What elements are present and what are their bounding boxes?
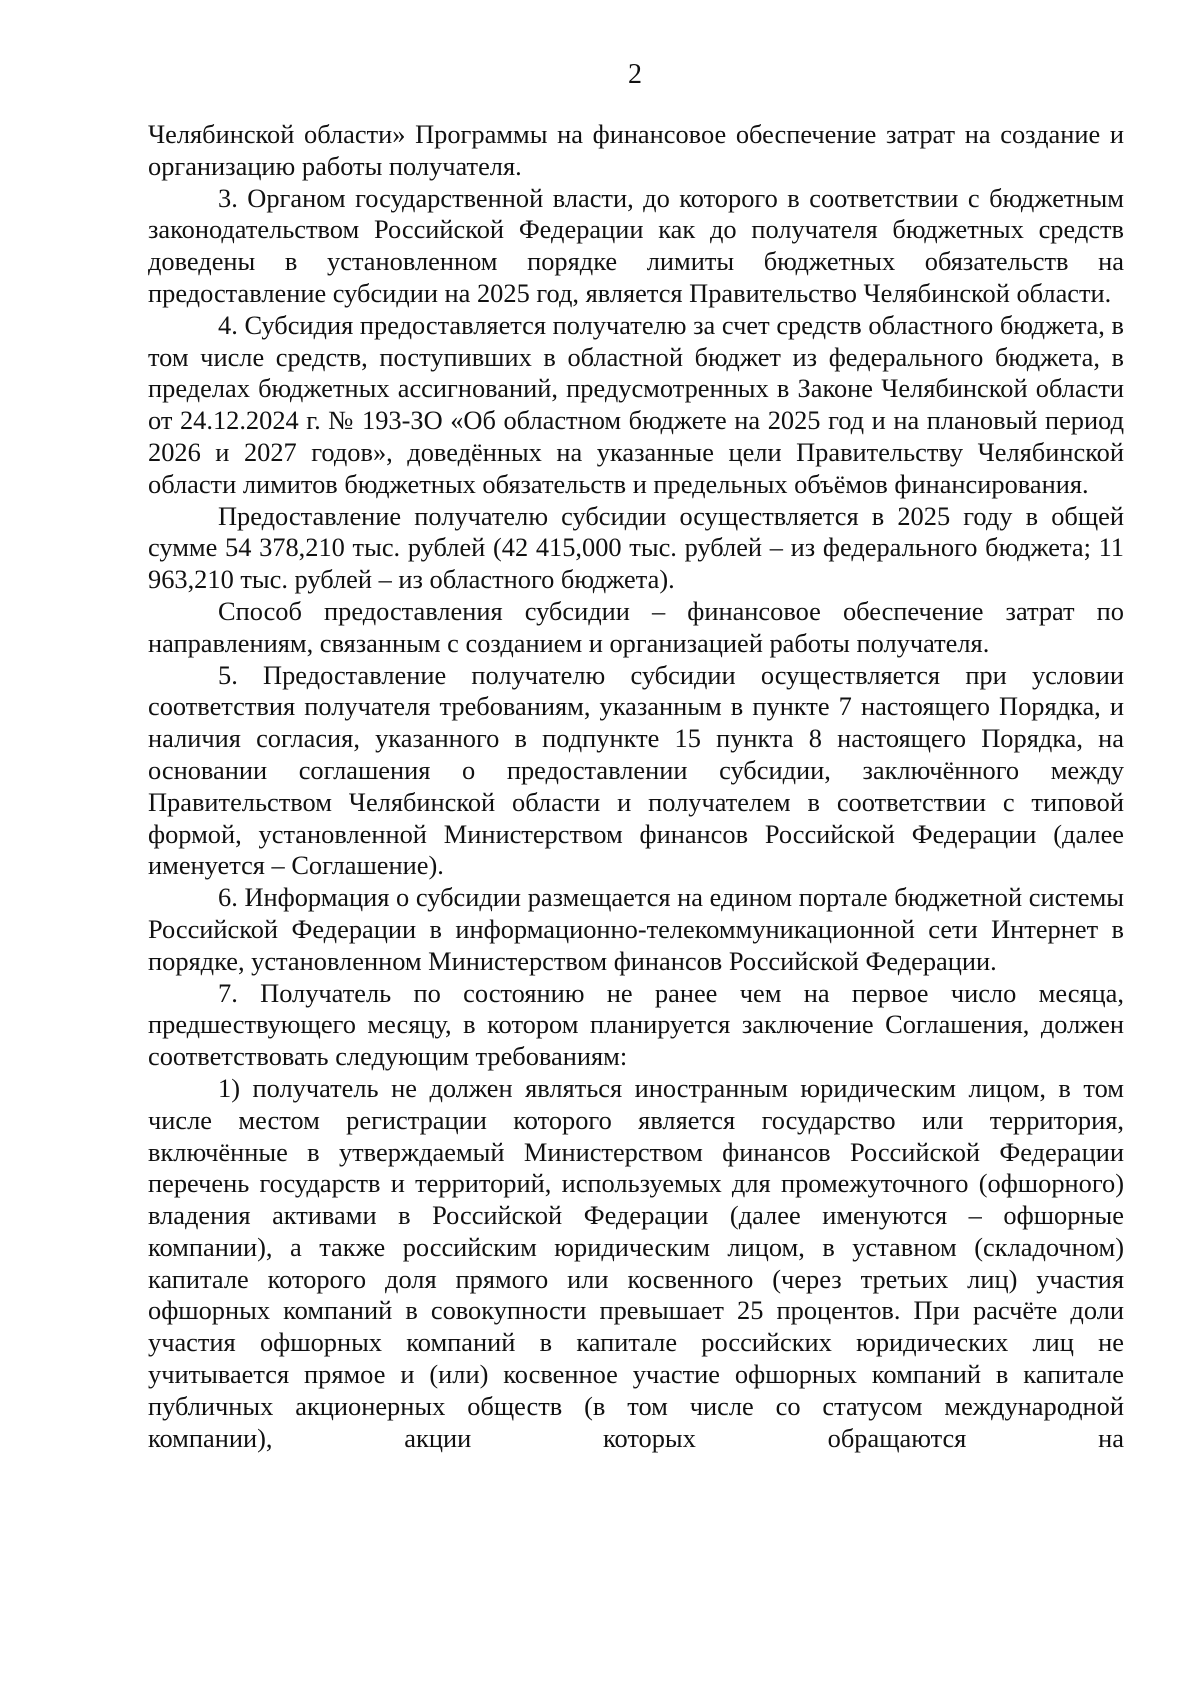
paragraph-3: 3. Органом государственной власти, до которого в соответствии с бюджетным законодательством Российской Федерации как до получателя бюджетных средств доведены в установленном порядке лимиты бюджетных обязательств на предоставление субсидии на 2025 год, является Правительство Челябинской области.: [148, 182, 1124, 308]
paragraph-subsidy-amount: Предоставление получателю субсидии осуществляется в 2025 году в общей сумме 54 378,210 тыс. рублей (42 415,000 тыс. рублей – из федерального бюджета; 11 963,210 тыс. рублей – из областного бюджета).: [148, 500, 1124, 595]
document-body: [148, 119, 1124, 1454]
paragraph-continuation: Челябинской области» Программы на финансовое обеспечение затрат на создание и организацию работы получателя.: [148, 119, 1124, 181]
paragraph-7: 7. Получатель по состоянию не ранее чем на первое число месяца, предшествующего месяцу, в котором планируется заключение Соглашения, должен соответствовать следующим требованиям:: [148, 977, 1124, 1072]
paragraph-subsidy-method: Способ предоставления субсидии – финансовое обеспечение затрат по направлениям, связанным с созданием и организацией работы получателя.: [148, 595, 1124, 658]
paragraph-7-subitem-1: 1) получатель не должен являться иностранным юридическим лицом, в том числе местом регистрации которого является государство или территория, включённые в утверждаемый Министерством финансов Российской Федерации перечень государств и территорий, используемых для промежуточного (офшорного) владения активами в Российской Федерации (далее именуются – офшорные компании), а также российским юридическим лицом, в уставном (складочном) капитале которого доля прямого или косвенного (через третьих лиц) участия офшорных компаний в совокупности превышает 25 процентов. При расчёте доли участия офшорных компаний в капитале российских юридических лиц не учитывается прямое и (или) косвенное участие офшорных компаний в капитале публичных акционерных обществ (в том числе со статусом международной компании), акции которых обращаются на: [148, 1072, 1124, 1453]
paragraph-4: 4. Субсидия предоставляется получателю за счет средств областного бюджета, в том числе средств, поступивших в областной бюджет из федерального бюджета, в пределах бюджетных ассигнований, предусмотренных в Законе Челябинской области от 24.12.2024 г. № 193-ЗО «Об областном бюджете на 2025 год и на плановый период 2026 и 2027 годов», доведённых на указанные цели Правительству Челябинской области лимитов бюджетных обязательств и предельных объёмов финансирования.: [148, 309, 1124, 499]
paragraph-5: 5. Предоставление получателю субсидии осуществляется при условии соответствия получателя требованиям, указанным в пункте 7 настоящего Порядка, и наличия согласия, указанного в подпункте 15 пункта 8 настоящего Порядка, на основании соглашения о предоставлении субсидии, заключённого между Правительством Челябинской области и получателем в соответствии с типовой формой, установленной Министерством финансов Российской Федерации (далее именуется – Соглашение).: [148, 659, 1124, 881]
page-number: 2: [628, 59, 642, 90]
paragraph-6: 6. Информация о субсидии размещается на едином портале бюджетной системы Российской Федерации в информационно-телекоммуникационной сети Интернет в порядке, установленном Министерством финансов Российской Федерации.: [148, 882, 1124, 976]
